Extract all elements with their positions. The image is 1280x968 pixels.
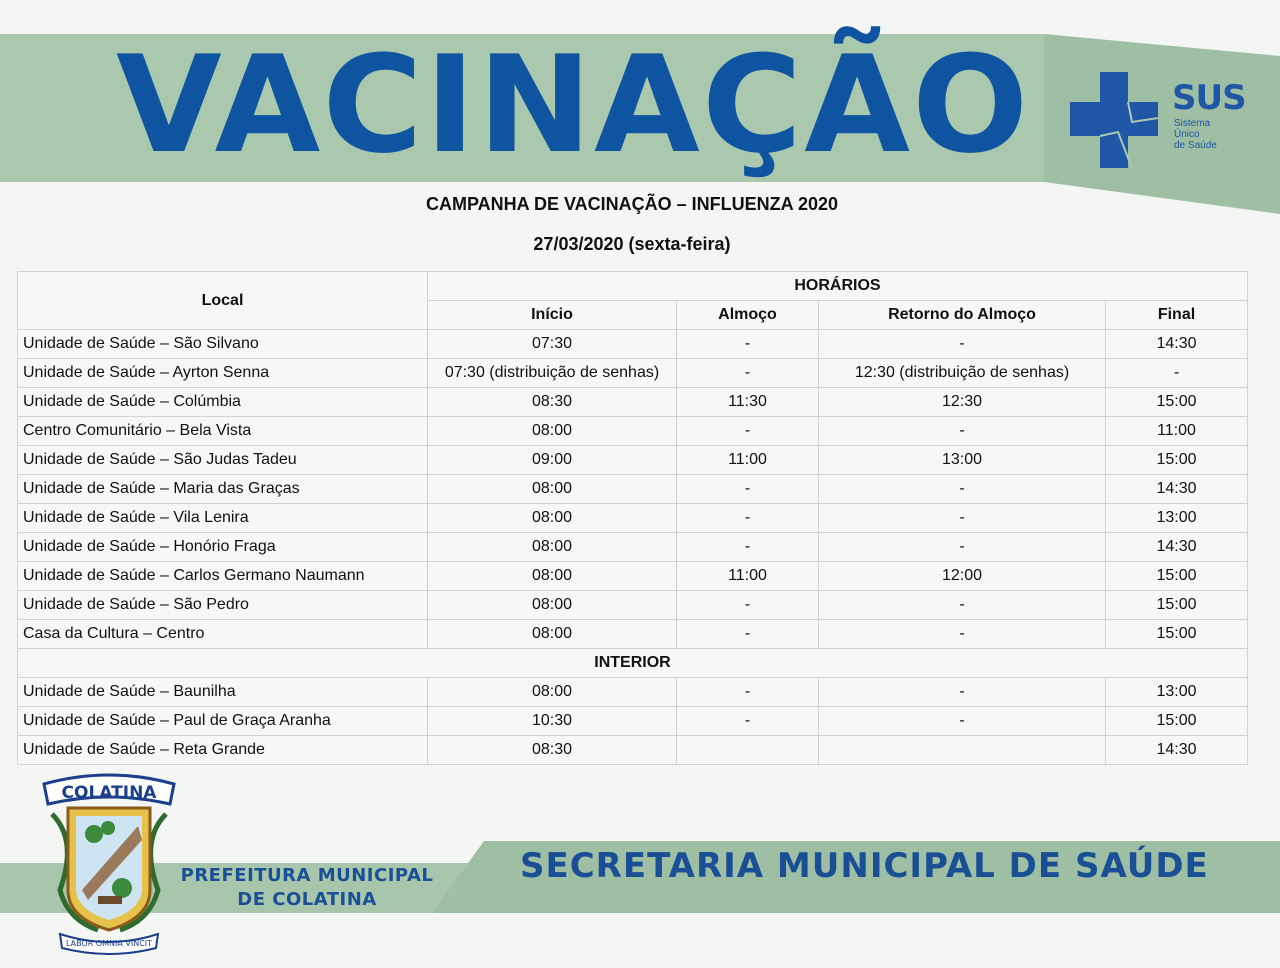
cell-retorno: 12:00 bbox=[819, 562, 1106, 591]
cell-retorno: - bbox=[819, 707, 1106, 736]
cell-final: - bbox=[1106, 359, 1248, 388]
cell-inicio: 09:00 bbox=[428, 446, 677, 475]
cell-local: Unidade de Saúde – Honório Fraga bbox=[18, 533, 428, 562]
cell-almoco: - bbox=[677, 591, 819, 620]
table-row bbox=[18, 388, 1248, 417]
cell-almoco: - bbox=[677, 678, 819, 707]
sus-sub-line: Sistema bbox=[1174, 118, 1211, 129]
cell-final: 14:30 bbox=[1106, 533, 1248, 562]
table-row bbox=[18, 707, 1248, 736]
cell-retorno: 12:30 (distribuição de senhas) bbox=[819, 359, 1106, 388]
cell-local: Unidade de Saúde – Ayrton Senna bbox=[18, 359, 428, 388]
cell-retorno bbox=[819, 736, 1106, 765]
cell-inicio: 08:00 bbox=[428, 417, 677, 446]
cell-retorno: - bbox=[819, 475, 1106, 504]
cell-final: 15:00 bbox=[1106, 388, 1248, 417]
table-row bbox=[18, 417, 1248, 446]
table-row bbox=[18, 475, 1248, 504]
cell-local: Unidade de Saúde – Vila Lenira bbox=[18, 504, 428, 533]
cell-local: Unidade de Saúde – Maria das Graças bbox=[18, 475, 428, 504]
cell-almoco: - bbox=[677, 475, 819, 504]
cell-almoco: - bbox=[677, 417, 819, 446]
cell-retorno: 12:30 bbox=[819, 388, 1106, 417]
cell-final: 11:00 bbox=[1106, 417, 1248, 446]
cell-final: 14:30 bbox=[1106, 475, 1248, 504]
cell-retorno: - bbox=[819, 591, 1106, 620]
cell-almoco bbox=[677, 736, 819, 765]
cell-almoco: 11:00 bbox=[677, 446, 819, 475]
cell-inicio: 08:00 bbox=[428, 678, 677, 707]
prefeitura-line: PREFEITURA MUNICIPAL bbox=[180, 865, 434, 886]
cell-local: Unidade de Saúde – São Judas Tadeu bbox=[18, 446, 428, 475]
cell-retorno: - bbox=[819, 504, 1106, 533]
cell-local: Centro Comunitário – Bela Vista bbox=[18, 417, 428, 446]
cell-inicio: 08:00 bbox=[428, 504, 677, 533]
cell-final: 15:00 bbox=[1106, 591, 1248, 620]
cell-local: Unidade de Saúde – Baunilha bbox=[18, 678, 428, 707]
campaign-date: 27/03/2020 (sexta-feira) bbox=[533, 234, 731, 254]
cell-retorno: - bbox=[819, 417, 1106, 446]
cell-almoco: - bbox=[677, 359, 819, 388]
cell-final: 15:00 bbox=[1106, 620, 1248, 649]
cell-local: Unidade de Saúde – Reta Grande bbox=[18, 736, 428, 765]
page-title: VACINAÇÃO bbox=[116, 27, 1031, 183]
cell-inicio: 08:30 bbox=[428, 388, 677, 417]
cell-local: Unidade de Saúde – Paul de Graça Aranha bbox=[18, 707, 428, 736]
cell-local: Unidade de Saúde – São Silvano bbox=[18, 330, 428, 359]
cell-inicio: 08:00 bbox=[428, 475, 677, 504]
cell-inicio: 07:30 bbox=[428, 330, 677, 359]
cell-almoco: 11:30 bbox=[677, 388, 819, 417]
table-row bbox=[18, 533, 1248, 562]
table-row bbox=[18, 446, 1248, 475]
cell-inicio: 08:00 bbox=[428, 562, 677, 591]
sus-sub-line: Único bbox=[1174, 129, 1200, 140]
cell-retorno: - bbox=[819, 620, 1106, 649]
cell-final: 15:00 bbox=[1106, 707, 1248, 736]
cell-almoco: - bbox=[677, 620, 819, 649]
prefeitura-line: DE COLATINA bbox=[237, 889, 377, 910]
cell-local: Unidade de Saúde – São Pedro bbox=[18, 591, 428, 620]
cell-almoco: - bbox=[677, 330, 819, 359]
cell-final: 14:30 bbox=[1106, 736, 1248, 765]
header-final: Final bbox=[1106, 301, 1248, 330]
cell-retorno: - bbox=[819, 678, 1106, 707]
cell-inicio: 07:30 (distribuição de senhas) bbox=[428, 359, 677, 388]
cell-retorno: - bbox=[819, 533, 1106, 562]
header-retorno: Retorno do Almoço bbox=[819, 301, 1106, 330]
cell-final: 14:30 bbox=[1106, 330, 1248, 359]
table-row bbox=[18, 620, 1248, 649]
cell-inicio: 08:00 bbox=[428, 620, 677, 649]
cell-final: 13:00 bbox=[1106, 504, 1248, 533]
header-local: Local bbox=[18, 272, 428, 330]
cell-inicio: 08:00 bbox=[428, 591, 677, 620]
colatina-coat-of-arms-icon bbox=[38, 770, 180, 956]
header-horarios: HORÁRIOS bbox=[428, 272, 1248, 301]
cell-retorno: 13:00 bbox=[819, 446, 1106, 475]
schedule-table bbox=[17, 271, 1248, 765]
table-row bbox=[18, 359, 1248, 388]
cell-final: 15:00 bbox=[1106, 446, 1248, 475]
crest-name: COLATINA bbox=[61, 783, 157, 803]
sus-sub-line: de Saúde bbox=[1174, 140, 1217, 151]
sus-logo-subtitle bbox=[1174, 118, 1254, 151]
table-row bbox=[18, 562, 1248, 591]
interior-label: INTERIOR bbox=[18, 649, 1248, 678]
cell-final: 13:00 bbox=[1106, 678, 1248, 707]
cell-retorno: - bbox=[819, 330, 1106, 359]
table-row bbox=[18, 736, 1248, 765]
table-row bbox=[18, 591, 1248, 620]
interior-rows bbox=[18, 678, 1248, 765]
cell-almoco: - bbox=[677, 533, 819, 562]
table-row bbox=[18, 330, 1248, 359]
cell-almoco: - bbox=[677, 707, 819, 736]
campaign-title: CAMPANHA DE VACINAÇÃO – INFLUENZA 2020 bbox=[425, 194, 839, 214]
cell-local: Unidade de Saúde – Colúmbia bbox=[18, 388, 428, 417]
cell-inicio: 10:30 bbox=[428, 707, 677, 736]
cell-inicio: 08:30 bbox=[428, 736, 677, 765]
main-rows bbox=[18, 330, 1248, 649]
secretaria-title: SECRETARIA MUNICIPAL DE SAÚDE bbox=[520, 846, 1209, 886]
prefeitura-title bbox=[176, 864, 438, 912]
cell-local: Unidade de Saúde – Carlos Germano Naumann bbox=[18, 562, 428, 591]
header-almoco: Almoço bbox=[677, 301, 819, 330]
cell-final: 15:00 bbox=[1106, 562, 1248, 591]
header-inicio: Início bbox=[428, 301, 677, 330]
sus-logo-text: SUS bbox=[1172, 78, 1246, 118]
cell-almoco: 11:00 bbox=[677, 562, 819, 591]
table-row bbox=[18, 504, 1248, 533]
cell-local: Casa da Cultura – Centro bbox=[18, 620, 428, 649]
cell-almoco: - bbox=[677, 504, 819, 533]
cell-inicio: 08:00 bbox=[428, 533, 677, 562]
crest-motto: LABOR OMNIA VINCIT bbox=[65, 939, 153, 948]
table-row bbox=[18, 678, 1248, 707]
